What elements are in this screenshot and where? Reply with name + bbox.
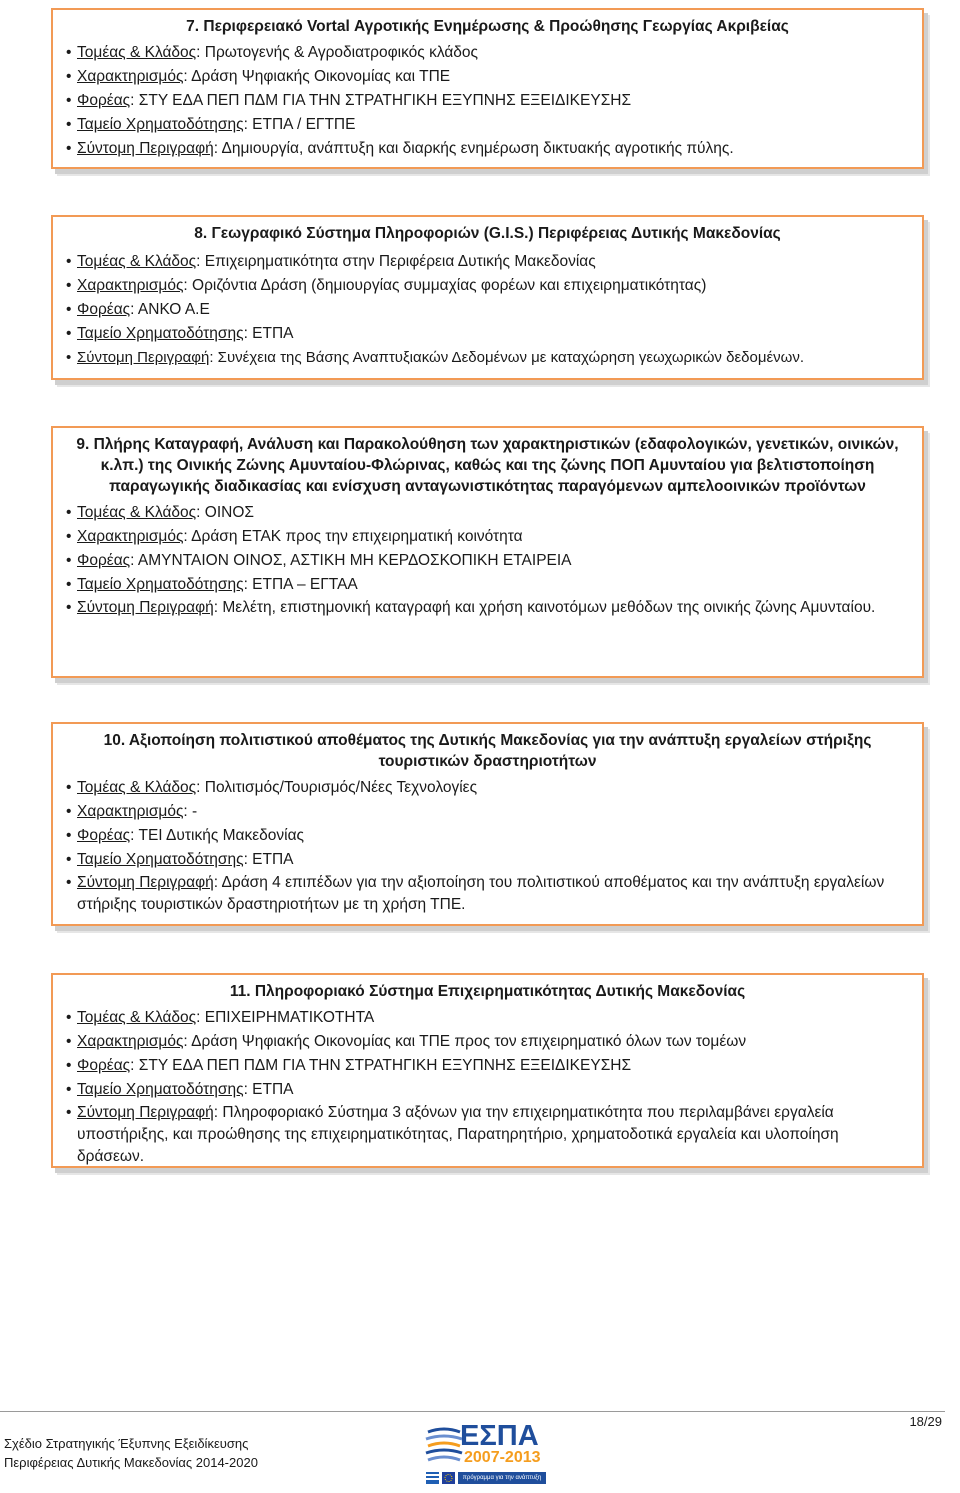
field-value: : ΑΜΥΝΤΑΙΟΝ ΟΙΝΟΣ, ΑΣΤΙΚΗ ΜΗ ΚΕΡΔΟΣΚΟΠΙΚΗ ΕΤΑΙΡΕΙΑ	[130, 552, 572, 569]
field-body	[65, 549, 910, 573]
field-value: : Συνέχεια της Βάσης Αναπτυξιακών Δεδομένων με καταχώρηση γεωχωρικών δεδομένων.	[209, 349, 805, 366]
bullet-icon: •	[66, 277, 72, 294]
field-description	[65, 872, 910, 916]
bullet-icon: •	[66, 1104, 72, 1121]
field-characterization	[65, 525, 910, 549]
bullet-icon: •	[66, 116, 72, 133]
field-label: Χαρακτηρισμός	[77, 528, 184, 545]
bullet-icon: •	[66, 1033, 72, 1050]
field-label: Τομέας & Κλάδος	[77, 504, 197, 521]
field-label: Σύντομη Περιγραφή	[77, 874, 214, 891]
field-value: : ΕΤΠΑ	[243, 1081, 294, 1098]
field-sector	[65, 250, 910, 274]
bullet-icon: •	[66, 827, 72, 844]
field-characterization	[65, 65, 910, 89]
project-card-11	[51, 973, 924, 1168]
field-label: Χαρακτηρισμός	[77, 1033, 184, 1050]
bullet-icon: •	[66, 1081, 72, 1098]
field-value: : Πρωτογενής & Αγροδιατροφικός κλάδος	[196, 44, 479, 61]
field-label: Ταμείο Χρηματοδότησης	[77, 851, 244, 868]
field-sector	[65, 41, 910, 65]
field-label: Ταμείο Χρηματοδότησης	[77, 116, 244, 133]
project-card-9	[51, 426, 924, 678]
field-fund	[65, 113, 910, 137]
field-description	[65, 137, 910, 161]
field-label: Χαρακτηρισμός	[77, 68, 184, 85]
card-title: 7. Περιφερειακό Vortal Αγροτικής Ενημέρωσης & Προώθησης Γεωργίας Ακριβείας	[186, 18, 789, 35]
field-value: : ΑΝΚΟ Α.Ε	[130, 301, 210, 318]
field-label: Φορέας	[77, 1057, 131, 1074]
field-body	[65, 1054, 910, 1078]
field-label: Σύντομη Περιγραφή	[77, 349, 210, 366]
field-value: : ΕΤΠΑ	[243, 325, 294, 342]
espa-logo-slogan: πρόγραμμα για την ανάπτυξη	[458, 1472, 546, 1484]
card-title: 10. Αξιοποίηση πολιτιστικού αποθέματος της Δυτικής Μακεδονίας για την ανάπτυξη εργαλείων στήριξης τουριστικών δραστηριοτήτων	[103, 732, 872, 770]
field-value: : Δράση 4 επιπέδων για την αξιοποίηση του πολιτιστικού αποθέματος και την ανάπτυξη εργαλείων στήριξης τουριστικών δραστηριοτήτων με τη χρήση ΤΠΕ.	[77, 874, 885, 913]
bullet-icon: •	[66, 552, 72, 569]
field-value: : ΕΠΙΧΕΙΡΗΜΑΤΙΚΟΤΗΤΑ	[196, 1009, 375, 1026]
field-body	[65, 89, 910, 113]
field-value: : Μελέτη, επιστημονική καταγραφή και χρήση καινοτόμων μεθόδων της οινικής ζώνης Αμυνταίου.	[213, 599, 876, 616]
field-body	[65, 824, 910, 848]
bullet-icon: •	[66, 140, 72, 157]
field-fund	[65, 1078, 910, 1102]
bullet-icon: •	[66, 349, 72, 366]
field-sector	[65, 776, 910, 800]
footer-document-title	[4, 1434, 258, 1472]
field-value: : Δράση Ψηφιακής Οικονομίας και ΤΠΕ προς τον επιχειρηματικό όλων των τομέων	[183, 1033, 747, 1050]
field-label: Τομέας & Κλάδος	[77, 779, 197, 796]
field-label: Ταμείο Χρηματοδότησης	[77, 1081, 244, 1098]
footer-divider	[0, 1411, 945, 1412]
project-card-8	[51, 215, 924, 380]
bullet-icon: •	[66, 599, 72, 616]
field-value: : ΕΤΠΑ / ΕΓΤΠΕ	[243, 116, 356, 133]
bullet-icon: •	[66, 92, 72, 109]
field-body	[65, 298, 910, 322]
field-label: Τομέας & Κλάδος	[77, 253, 197, 270]
bullet-icon: •	[66, 1057, 72, 1074]
field-label: Ταμείο Χρηματοδότησης	[77, 576, 244, 593]
bullet-icon: •	[66, 253, 72, 270]
field-value: : Οριζόντια Δράση (δημιουργίας συμμαχίας φορέων και επιχειρηματικότητας)	[183, 277, 707, 294]
card-title: 11. Πληροφοριακό Σύστημα Επιχειρηματικότητας Δυτικής Μακεδονίας	[229, 983, 746, 1000]
field-fund	[65, 322, 910, 346]
field-fund	[65, 573, 910, 597]
bullet-icon: •	[66, 528, 72, 545]
flags-icon	[426, 1472, 456, 1484]
field-label: Φορέας	[77, 92, 131, 109]
espa-swoosh-icon	[424, 1424, 464, 1468]
field-label: Φορέας	[77, 827, 131, 844]
field-value: : Πληροφοριακό Σύστημα 3 αξόνων για την επιχειρηματικότητα που περιλαμβάνει εργαλεία υποστήριξης, και προώθησης της επιχειρηματικότητας, Παρατηρητήριο, χρηματοδοτικά εργαλεία και υλοποίηση δράσεων.	[77, 1104, 839, 1165]
field-description	[65, 346, 910, 370]
bullet-icon: •	[66, 576, 72, 593]
project-card-7	[51, 8, 924, 169]
field-sector	[65, 1006, 910, 1030]
field-label: Φορέας	[77, 552, 131, 569]
field-value: : ΟΙΝΟΣ	[196, 504, 254, 521]
field-label: Τομέας & Κλάδος	[77, 1009, 197, 1026]
bullet-icon: •	[66, 874, 72, 891]
field-characterization	[65, 274, 910, 298]
field-value: : Πολιτισμός/Τουρισμός/Νέες Τεχνολογίες	[196, 779, 478, 796]
field-label: Σύντομη Περιγραφή	[77, 1104, 214, 1121]
field-label: Φορέας	[77, 301, 131, 318]
field-value: : ΣΤΥ ΕΔΑ ΠΕΠ ΠΔΜ ΓΙΑ ΤΗΝ ΣΤΡΑΤΗΓΙΚΗ ΕΞΥΠΝΗΣ ΕΞΕΙΔΙΚΕΥΣΗΣ	[130, 1057, 632, 1074]
field-value: : Επιχειρηματικότητα στην Περιφέρεια Δυτικής Μακεδονίας	[196, 253, 596, 270]
bullet-icon: •	[66, 44, 72, 61]
field-label: Χαρακτηρισμός	[77, 803, 184, 820]
field-value: : ΣΤΥ ΕΔΑ ΠΕΠ ΠΔΜ ΓΙΑ ΤΗΝ ΣΤΡΑΤΗΓΙΚΗ ΕΞΥΠΝΗΣ ΕΞΕΙΔΙΚΕΥΣΗΣ	[130, 92, 632, 109]
project-card-10	[51, 722, 924, 926]
field-value: : ΕΤΠΑ	[243, 851, 294, 868]
field-characterization	[65, 1030, 910, 1054]
bullet-icon: •	[66, 504, 72, 521]
field-description	[65, 597, 910, 619]
bullet-icon: •	[66, 1009, 72, 1026]
field-value: : ΤΕΙ Δυτικής Μακεδονίας	[130, 827, 305, 844]
bullet-icon: •	[66, 851, 72, 868]
bullet-icon: •	[66, 779, 72, 796]
field-fund	[65, 848, 910, 872]
page-number: 18/29	[909, 1414, 942, 1429]
field-label: Τομέας & Κλάδος	[77, 44, 197, 61]
field-label: Σύντομη Περιγραφή	[77, 140, 214, 157]
bullet-icon: •	[66, 68, 72, 85]
bullet-icon: •	[66, 301, 72, 318]
field-value: : -	[183, 803, 198, 820]
field-sector	[65, 501, 910, 525]
card-title: 8. Γεωγραφικό Σύστημα Πληροφοριών (G.I.S.) Περιφέρειας Δυτικής Μακεδονίας	[194, 225, 781, 242]
field-label: Ταμείο Χρηματοδότησης	[77, 325, 244, 342]
field-value: : ΕΤΠΑ – ΕΓΤΑΑ	[243, 576, 358, 593]
espa-logo-text: ΕΣΠΑ	[460, 1420, 539, 1452]
field-characterization	[65, 800, 910, 824]
field-label: Σύντομη Περιγραφή	[77, 599, 214, 616]
field-value: : Δράση Ψηφιακής Οικονομίας και ΤΠΕ	[183, 68, 451, 85]
footer-line-1: Σχέδιο Στρατηγικής Έξυπνης Εξειδίκευσης	[4, 1436, 249, 1451]
espa-logo	[424, 1420, 548, 1488]
field-description	[65, 1102, 910, 1168]
card-title: 9. Πλήρης Καταγραφή, Ανάλυση και Παρακολούθηση των χαρακτηριστικών (εδαφολογικών, γενετικών, οινικών, κ.λπ.) της Οινικής Ζώνης Αμυνταίου-Φλώρινας, καθώς και της ζώνης ΠΟΠ Αμυνταίου για βελτιστοποίηση παραγωγικής διαδικασίας και ενίσχυση ανταγωνιστικότητας παραγόμενων αμπελοοινικών προϊόντων	[76, 436, 899, 495]
field-label: Χαρακτηρισμός	[77, 277, 184, 294]
footer-line-2: Περιφέρειας Δυτικής Μακεδονίας 2014-2020	[4, 1455, 258, 1470]
espa-logo-years: 2007-2013	[464, 1449, 541, 1466]
bullet-icon: •	[66, 325, 72, 342]
bullet-icon: •	[66, 803, 72, 820]
field-value: : Δημιουργία, ανάπτυξη και διαρκής ενημέρωση δικτυακής αγροτικής πύλης.	[213, 140, 734, 157]
field-value: : Δράση ΕΤΑΚ προς την επιχειρηματική κοινότητα	[183, 528, 523, 545]
